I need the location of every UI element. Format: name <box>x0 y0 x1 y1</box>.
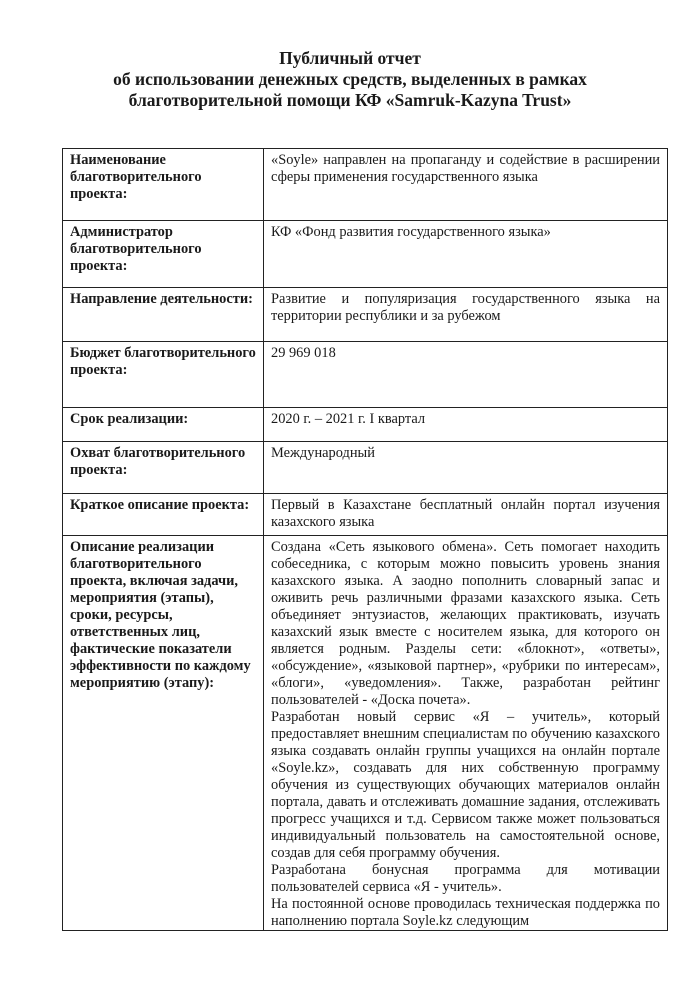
table-row <box>63 494 668 536</box>
row-label-project-name: Наименование благотворительного проекта: <box>63 149 264 221</box>
row-value-term: 2020 г. – 2021 г. I квартал <box>264 408 668 442</box>
row-value-project-name: «Soyle» направлен на пропаганду и содействие в расширении сферы применения государственного языка <box>264 149 668 221</box>
row-label-direction: Направление деятельности: <box>63 288 264 342</box>
title-line-3: благотворительной помощи КФ «Samruk-Kazyna Trust» <box>128 90 572 110</box>
row-label-budget: Бюджет благотворительного проекта: <box>63 342 264 408</box>
title-line-2: об использовании денежных средств, выделенных в рамках <box>113 69 587 89</box>
table-row <box>63 149 668 221</box>
table-row <box>63 221 668 288</box>
title-line-1: Публичный отчет <box>279 48 421 68</box>
row-label-term: Срок реализации: <box>63 408 264 442</box>
row-label-short-description: Краткое описание проекта: <box>63 494 264 536</box>
row-label-administrator: Администратор благотворительного проекта: <box>63 221 264 288</box>
table-row <box>63 536 668 931</box>
row-value-administrator: КФ «Фонд развития государственного языка» <box>264 221 668 288</box>
table-row <box>63 408 668 442</box>
table-row <box>63 342 668 408</box>
row-value-direction: Развитие и популяризация государственного языка на территории республики и за рубежом <box>264 288 668 342</box>
table-row <box>63 288 668 342</box>
implementation-paragraph-3: Разработана бонусная программа для мотивации пользователей сервиса «Я - учитель». <box>271 862 660 895</box>
row-value-coverage: Международный <box>264 442 668 494</box>
implementation-paragraph-2: Разработан новый сервис «Я – учитель», который предоставляет внешним специалистам по обучению казахского языка создавать онлайн группы учащихся на онлайн портале «Soyle.kz», создавать для них собственную программу обучения из существующих обучающих материалов онлайн портала, давать и отслеживать домашние задания, отслеживать прогресс учащихся и т.д. Сервисом также может пользоваться индивидуальный пользователь на самостоятельной основе, создав для себя программу обучения. <box>271 709 660 861</box>
row-value-budget: 29 969 018 <box>264 342 668 408</box>
report-title <box>0 48 700 111</box>
project-info-table <box>62 148 668 931</box>
table-row <box>63 442 668 494</box>
row-value-short-description: Первый в Казахстане бесплатный онлайн портал изучения казахского языка <box>264 494 668 536</box>
row-value-implementation <box>264 536 668 931</box>
implementation-paragraph-1: Создана «Сеть языкового обмена». Сеть помогает находить собеседника, с которым можно повысить уровень знания казахского языка. А заодно пополнить словарный запас и оживить речь различными фразами казахского языка. Сеть объединяет энтузиастов, желающих практиковать, изучать казахский язык вместе с носителем языка, для которого он является родным. Разделы сети: «блокнот», «ответы», «обсуждение», «языковой партнер», «рубрики по интересам», «блоги», «уведомления». Также, разработан рейтинг пользователей - «Доска почета». <box>271 539 660 708</box>
row-label-implementation: Описание реализации благотворительного проекта, включая задачи, мероприятия (этапы), сроки, ресурсы, ответственных лиц, фактические показатели эффективности по каждому мероприятию (этапу): <box>63 536 264 931</box>
implementation-paragraph-4: На постоянной основе проводилась техническая поддержка по наполнению портала Soyle.kz следующим <box>271 896 660 929</box>
row-label-coverage: Охват благотворительного проекта: <box>63 442 264 494</box>
